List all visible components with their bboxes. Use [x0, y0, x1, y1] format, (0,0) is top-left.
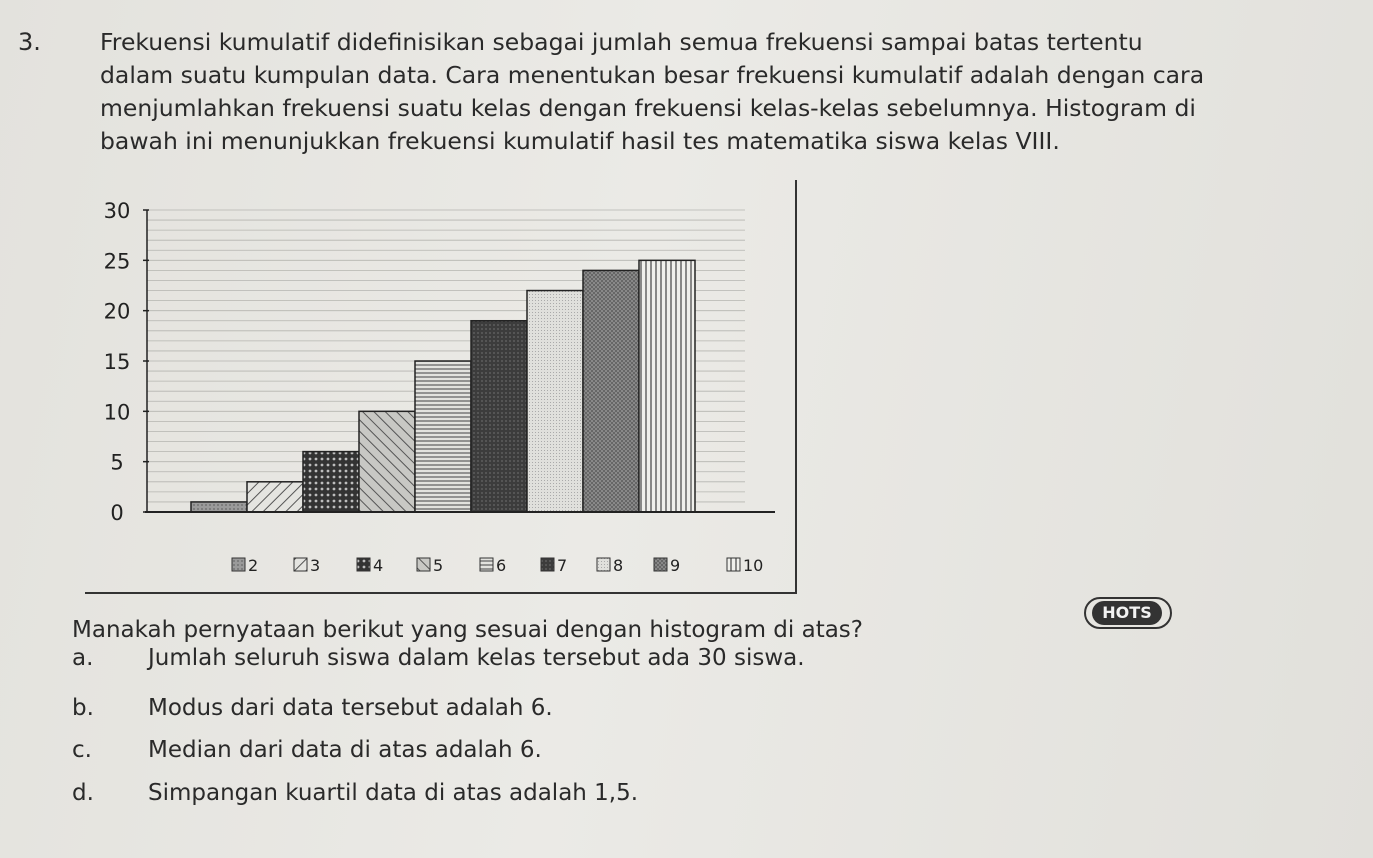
paragraph-line: dalam suatu kumpulan data. Cara menentukan besar frekuensi kumulatif adalah dengan cara: [100, 61, 1205, 89]
legend-swatch: [480, 558, 493, 571]
option-text: Median dari data di atas adalah 6.: [148, 737, 542, 763]
bar-score-2: [191, 502, 247, 512]
legend-label: 6: [496, 556, 507, 575]
question-prompt: Manakah pernyataan berikut yang sesuai dengan histogram di atas?: [72, 617, 863, 643]
bar-score-7: [471, 321, 527, 512]
option-letter: d.: [72, 780, 94, 806]
option-a[interactable]: [72, 645, 805, 671]
y-tick-label: 10: [103, 400, 131, 425]
y-tick-label: 15: [103, 350, 131, 374]
option-text: Modus dari data tersebut adalah 6.: [148, 695, 553, 721]
legend-label: 4: [373, 556, 384, 575]
legend-swatch: [727, 558, 740, 571]
histogram-chart: [85, 180, 797, 594]
y-tick-label: 25: [103, 249, 131, 274]
bar-score-6: [415, 361, 471, 512]
option-c[interactable]: [72, 737, 542, 763]
question-paragraph: [100, 26, 1365, 158]
y-tick-label: 30: [103, 199, 131, 223]
option-d[interactable]: [72, 780, 638, 806]
bar-score-8: [527, 291, 583, 512]
option-text: Jumlah seluruh siswa dalam kelas tersebut ada 30 siswa.: [148, 645, 805, 671]
legend-swatch: [654, 558, 667, 571]
paragraph-line: bawah ini menunjukkan frekuensi kumulatif hasil tes matematika siswa kelas VIII.: [100, 127, 1060, 155]
paragraph-line: menjumlahkan frekuensi suatu kelas dengan frekuensi kelas-kelas sebelumnya. Histogram di: [100, 94, 1196, 122]
paragraph-line: Frekuensi kumulatif didefinisikan sebagai jumlah semua frekuensi sampai batas tertentu: [100, 28, 1143, 56]
legend-label: 2: [248, 556, 259, 575]
legend-swatch: [597, 558, 610, 571]
legend-swatch: [357, 558, 370, 571]
legend: [232, 556, 763, 575]
bar-score-4: [303, 452, 359, 512]
legend-label: 9: [670, 556, 681, 575]
y-tick-label: 5: [110, 450, 124, 475]
question-number: 3.: [18, 28, 41, 56]
legend-label: 10: [743, 556, 764, 575]
hots-badge-label: HOTS: [1092, 601, 1162, 625]
legend-label: 5: [433, 556, 444, 575]
option-letter: b.: [72, 695, 94, 721]
option-text: Simpangan kuartil data di atas adalah 1,5.: [148, 780, 639, 806]
option-b[interactable]: [72, 695, 553, 721]
legend-label: 8: [613, 556, 624, 575]
legend-label: 7: [557, 556, 568, 575]
bars: [191, 260, 695, 512]
bar-score-10: [639, 260, 695, 512]
option-letter: a.: [72, 645, 94, 671]
bar-score-9: [583, 270, 639, 512]
legend-swatch: [417, 558, 430, 571]
y-tick-label: 20: [103, 299, 131, 324]
histogram-svg: [85, 180, 795, 592]
hots-badge: [1084, 597, 1172, 629]
bar-score-3: [247, 482, 303, 512]
legend-label: 3: [310, 556, 321, 575]
bar-score-5: [359, 411, 415, 512]
legend-swatch: [232, 558, 245, 571]
y-axis-ticks: [104, 199, 149, 525]
legend-swatch: [541, 558, 554, 571]
y-tick-label: 0: [110, 501, 124, 525]
legend-swatch: [294, 558, 307, 571]
option-letter: c.: [72, 737, 92, 763]
